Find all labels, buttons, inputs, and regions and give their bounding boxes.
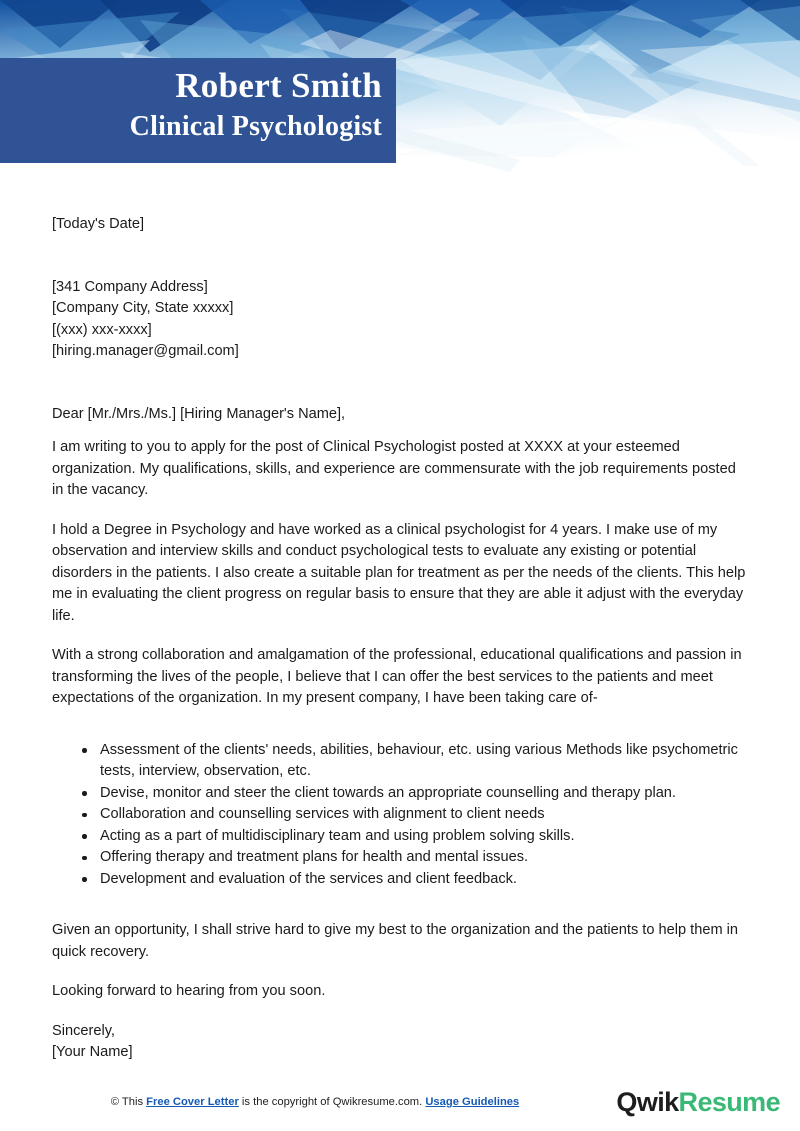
qwikresume-logo[interactable] xyxy=(616,1086,780,1118)
paragraph-closing: Given an opportunity, I shall strive hard to give my best to the organization and the patients to help them in quick recovery. xyxy=(52,922,739,960)
responsibilities-list xyxy=(52,740,748,891)
date-placeholder: [Today's Date] xyxy=(52,216,145,232)
list-item: Devise, monitor and steer the client towards an appropriate counselling and therapy plan. xyxy=(52,783,748,805)
candidate-name: Robert Smith xyxy=(175,66,382,105)
header-name-box xyxy=(0,58,396,163)
paragraph-follow-up: Looking forward to hearing from you soon. xyxy=(52,983,326,999)
address-line: [Company City, State xxxxx] xyxy=(52,300,234,316)
free-cover-letter-link[interactable]: Free Cover Letter xyxy=(146,1096,239,1108)
signature-placeholder: [Your Name] xyxy=(52,1044,133,1060)
recipient-address-block xyxy=(52,277,748,363)
paragraph-motivation: With a strong collaboration and amalgamation of the professional, educational qualifications and passion in transforming the lives of the people, I believe that I can offer the best services to the patients and meet expectations of the organization. In my present company, I have been taking care of- xyxy=(52,647,742,706)
list-item: Collaboration and counselling services with alignment to client needs xyxy=(52,804,748,826)
copyright-middle: is the copyright of Qwikresume.com. xyxy=(238,1096,426,1108)
paragraph-intro: I am writing to you to apply for the post of Clinical Psychologist posted at XXXX at your esteemed organization. My qualifications, skills, and experience are commensurate with the job requirements posted in the vacancy. xyxy=(52,439,736,498)
salutation: Dear [Mr./Mrs./Ms.] [Hiring Manager's Name], xyxy=(52,405,346,422)
list-item: Development and evaluation of the services and client feedback. xyxy=(52,869,748,891)
sign-off: Sincerely, xyxy=(52,1022,115,1039)
address-line: [(xxx) xxx-xxxx] xyxy=(52,321,152,338)
footer-copyright xyxy=(0,1095,630,1110)
paragraph-experience: I hold a Degree in Psychology and have worked as a clinical psychologist for 4 years. I make use of my observation and interview skills and conduct psychological tests to evaluate any existing or potential disorders in the patients. I also create a suitable plan for treatment as per the needs of the clients. This help me in evaluating the client progress on regular basis to ensure that they are able it adjust with the everyday life. xyxy=(52,521,746,624)
page-footer xyxy=(0,1075,800,1131)
list-item: Offering therapy and treatment plans for health and mental issues. xyxy=(52,847,748,869)
logo-text-qwik: Qwik xyxy=(616,1087,679,1117)
address-line: [hiring.manager@gmail.com] xyxy=(52,343,239,359)
copyright-prefix: © This xyxy=(110,1096,147,1108)
usage-guidelines-link[interactable]: Usage Guidelines xyxy=(425,1096,520,1108)
list-item: Acting as a part of multidisciplinary team and using problem solving skills. xyxy=(52,826,748,848)
candidate-job-title: Clinical Psychologist xyxy=(129,111,382,142)
letter-body xyxy=(52,214,748,1064)
logo-text-resume: Resume xyxy=(678,1087,780,1117)
list-item: Assessment of the clients' needs, abilities, behaviour, etc. using various Methods like psychometric tests, interview, observation, etc. xyxy=(52,740,748,783)
address-line: [341 Company Address] xyxy=(52,278,208,295)
